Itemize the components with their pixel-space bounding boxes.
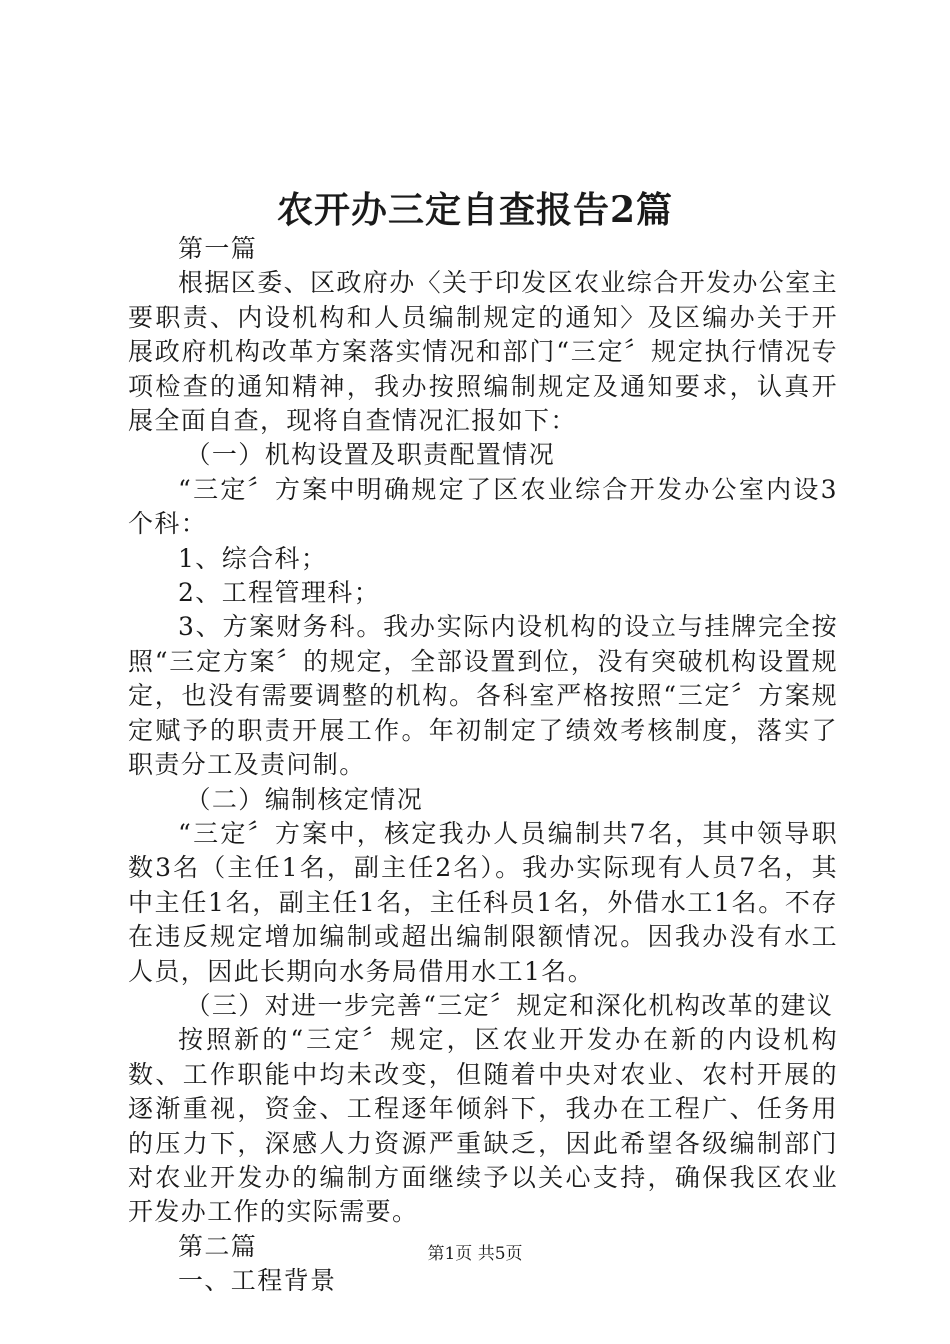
document-body — [128, 232, 838, 1299]
subsection-heading: （三）对进一步完善“三定〞规定和深化机构改革的建议 — [185, 990, 834, 1020]
list-item: 1、综合科； — [178, 543, 328, 573]
paragraph: “三定〞方案中明确规定了区农业综合开发办公室内设3个科： — [128, 474, 838, 539]
paragraph: 根据区委、区政府办〈关于印发区农业综合开发办公室主要职责、内设机构和人员编制规定的通知〉及区编办关于开展政府机构改革方案落实情况和部门“三定〞规定执行情况专项检查的通知精神，我办按照编制规定及通知要求，认真开展全面自查，现将自查情况汇报如下： — [128, 268, 839, 436]
paragraph: 按照新的“三定〞规定，区农业开发办在新的内设机构数、工作职能中均未改变，但随着中央对农业、农村开展的逐渐重视，资金、工程逐年倾斜下，我办在工程广、任务用的压力下，深感人力资源严重缺乏，因此希望各级编制部门对农业开发办的编制方面继续予以关心支持，确保我区农业开发办工作的实际需要。 — [128, 1025, 838, 1227]
subsection-heading: （二）编制核定情况 — [185, 784, 424, 814]
section-heading: 第二篇 — [178, 1231, 258, 1261]
document-title: 农开办三定自查报告2篇 — [276, 189, 674, 231]
list-item: 2、工程管理科； — [178, 578, 381, 608]
paragraph: “三定〞方案中，核定我办人员编制共7名，其中领导职数3名（主任1名，副主任2名）。我办实际现有人员7名，其中主任1名，副主任1名，主任科员1名，外借水工1名。不存在违反规定增加编制或超出编制限额情况。因我办没有水工人员，因此长期向水务局借用水工1名。 — [128, 818, 838, 986]
list-item: 3、方案财务科。我办实际内设机构的设立与挂牌完全按照“三定方案〞的规定，全部设置到位，没有突破机构设置规定，也没有需要调整的机构。各科室严格按照“三定〞方案规定赋予的职责开展工作。年初制定了绩效考核制度，落实了职责分工及责问制。 — [128, 612, 838, 780]
subsection-heading: （一）机构设置及职责配置情况 — [185, 440, 556, 470]
section-heading: 第一篇 — [178, 234, 258, 263]
page-footer: 第1页 共5页 — [427, 1244, 523, 1264]
section-heading: 一、工程背景 — [178, 1266, 337, 1296]
